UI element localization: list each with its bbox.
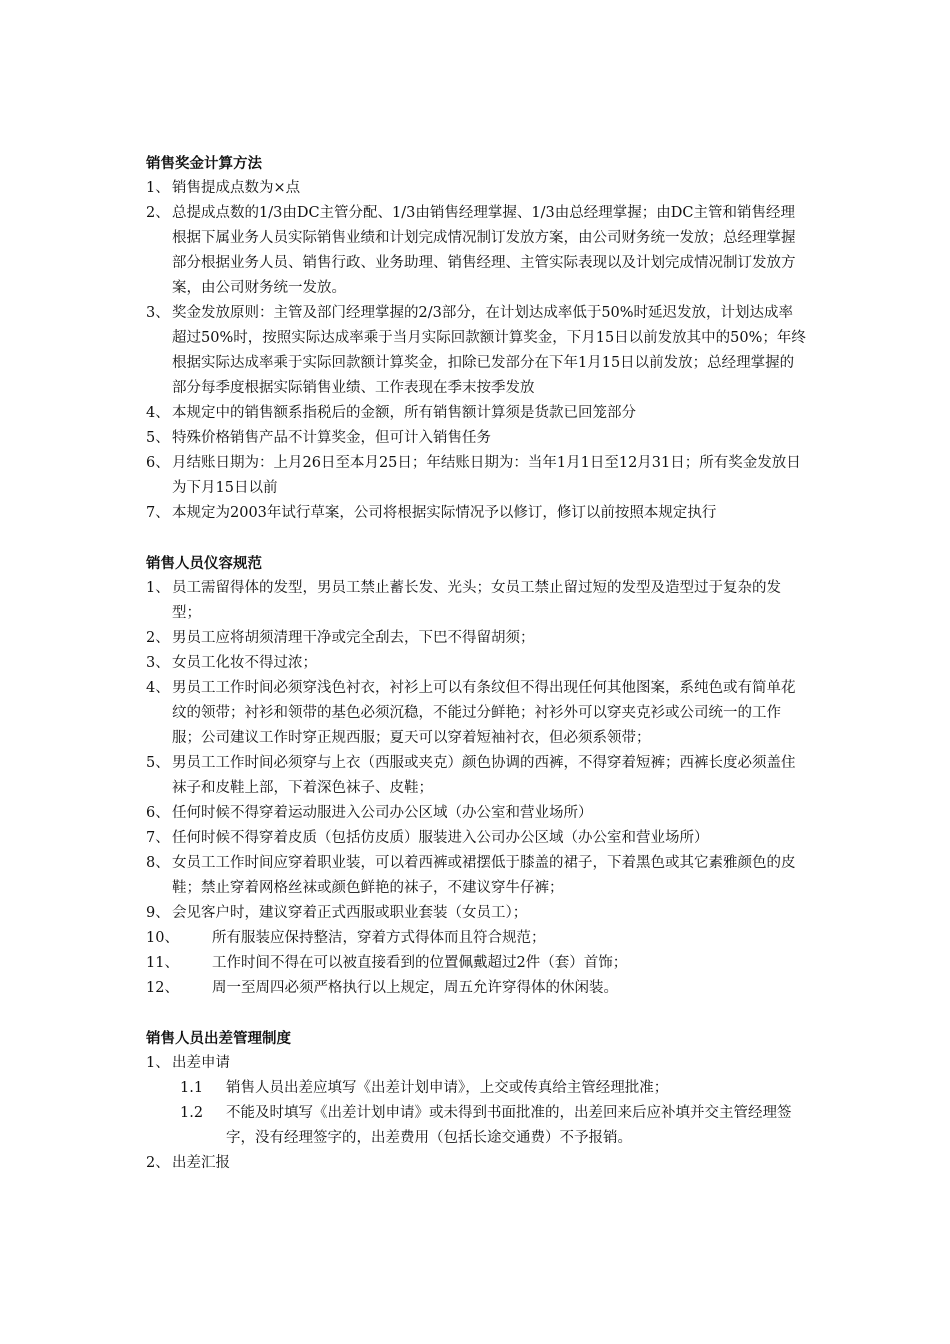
list-item [146,576,806,626]
list-item [146,451,806,501]
item-text: 任何时候不得穿着运动服进入公司办公区域（办公室和营业场所） [172,805,593,821]
item-text: 奖金发放原则：主管及部门经理掌握的2/3部分，在计划达成率低于50%时延迟发放，计划达成率超过50%时，按照实际达成率乘于当月实际回款额计算奖金，下月15日以前发放其中的50%；年终根据实际达成率乘于实际回款额计算奖金，扣除已发部分在下年1月15日以前发放；总经理掌握的部分每季度根据实际销售业绩、工作表现在季末按季发放 [172,305,806,396]
sub-item-text: 销售人员出差应填写《出差计划申请》，上交或传真给主管经理批准； [226,1080,669,1096]
section-title: 销售人员出差管理制度 [146,1030,291,1047]
list-item [146,851,806,901]
section-title: 销售奖金计算方法 [146,155,262,172]
item-number: 6、 [146,455,170,471]
item-number: 9、 [146,905,170,921]
item-number: 5、 [146,430,170,446]
item-text: 女员工工作时间应穿着职业装，可以着西裤或裙摆低于膝盖的裙子，下着黑色或其它素雅颜色的皮鞋；禁止穿着网格丝袜或颜色鲜艳的袜子，不建议穿牛仔裤； [172,855,796,896]
list-item [146,751,806,801]
item-number: 7、 [146,505,170,521]
section-title: 销售人员仪容规范 [146,555,262,572]
list-item [146,926,806,951]
item-number: 12、 [146,980,179,996]
item-number: 6、 [146,805,170,821]
item-text: 销售提成点数为×点 [172,180,301,196]
list-item [146,1151,806,1176]
list-item [146,651,806,676]
item-number: 11、 [146,955,179,971]
item-number: 7、 [146,830,170,846]
item-text: 出差汇报 [172,1155,230,1171]
item-text: 男员工应将胡须清理干净或完全刮去，下巴不得留胡须； [172,630,535,646]
item-text: 总提成点数的1/3由DC主管分配、1/3由销售经理掌握、1/3由总经理掌握；由DC主管和销售经理根据下属业务人员实际销售业绩和计划完成情况制订发放方案，由公司财务统一发放；总经理掌握部分根据业务人员、销售行政、业务助理、销售经理、主管实际表现以及计划完成情况制订发放方案，由公司财务统一发放。 [172,205,796,296]
item-text: 本规定为2003年试行草案，公司将根据实际情况予以修订，修订以前按照本规定执行 [172,505,717,521]
section-spacer [146,526,806,551]
item-number: 10、 [146,930,179,946]
document-content [146,151,806,1176]
item-text: 员工需留得体的发型，男员工禁止蓄长发、光头；女员工禁止留过短的发型及造型过于复杂的发型； [172,580,781,621]
item-number: 5、 [146,755,170,771]
item-text: 本规定中的销售额系指税后的金额，所有销售额计算须是货款已回笼部分 [172,405,636,421]
item-number: 1、 [146,180,170,196]
list-item [146,801,806,826]
list-item [146,201,806,301]
list-item [146,501,806,526]
list-item [146,676,806,751]
item-text: 出差申请 [172,1055,230,1071]
item-number: 4、 [146,405,170,421]
item-text: 工作时间不得在可以被直接看到的位置佩戴超过2件（套）首饰； [212,955,628,971]
sub-item-number: 1.2 [180,1105,204,1121]
item-text: 女员工化妆不得过浓； [172,655,317,671]
item-number: 1、 [146,580,170,596]
sub-item-number: 1.1 [180,1080,204,1096]
list-item [146,901,806,926]
item-text: 会见客户时，建议穿着正式西服或职业套装（女员工）； [172,905,528,921]
list-item [146,301,806,401]
item-number: 2、 [146,1155,170,1171]
sub-item-text: 不能及时填写《出差计划申请》或未得到书面批准的，出差回来后应补填并交主管经理签字，没有经理签字的，出差费用（包括长途交通费）不予报销。 [226,1105,792,1146]
item-text: 所有服装应保持整洁，穿着方式得体而且符合规范； [212,930,546,946]
item-number: 2、 [146,205,170,221]
list-item [146,176,806,201]
list-item [146,401,806,426]
list-item [146,1051,806,1076]
item-text: 特殊价格销售产品不计算奖金，但可计入销售任务 [172,430,491,446]
item-text: 男员工工作时间必须穿浅色衬衣，衬衫上可以有条纹但不得出现任何其他图案，系纯色或有简单花纹的领带；衬衫和领带的基色必须沉稳，不能过分鲜艳；衬衫外可以穿夹克衫或公司统一的工作服；公司建议工作时穿正规西服；夏天可以穿着短袖衬衣，但必须系领带； [172,680,796,746]
item-number: 4、 [146,680,170,696]
sub-list-item [146,1076,806,1101]
item-number: 8、 [146,855,170,871]
item-number: 2、 [146,630,170,646]
section-spacer [146,1001,806,1026]
list-item [146,976,806,1001]
item-text: 男员工工作时间必须穿与上衣（西服或夹克）颜色协调的西裤，不得穿着短裤；西裤长度必须盖住袜子和皮鞋上部，下着深色袜子、皮鞋； [172,755,796,796]
item-number: 1、 [146,1055,170,1071]
list-item [146,951,806,976]
item-text: 任何时候不得穿着皮质（包括仿皮质）服装进入公司办公区域（办公室和营业场所） [172,830,709,846]
item-text: 周一至周四必须严格执行以上规定，周五允许穿得体的休闲装。 [212,980,618,996]
item-number: 3、 [146,305,170,321]
item-number: 3、 [146,655,170,671]
list-item [146,626,806,651]
item-text: 月结账日期为：上月26日至本月25日；年结账日期为：当年1月1日至12月31日；所有奖金发放日为下月15日以前 [172,455,801,496]
list-item [146,826,806,851]
list-item [146,426,806,451]
sub-list-item [146,1101,806,1151]
